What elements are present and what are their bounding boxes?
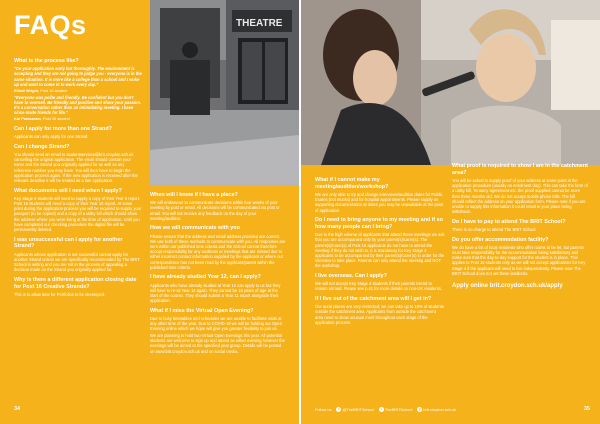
faq-question: What if I miss the Virtual Open Evening? (150, 307, 254, 314)
faq-answer: Applicants who have already studied at Year 12 can apply to us but they will have to re-sit Year 12 again. They cannot be 18 years of age at the start of the course. They should submit a Year 11 report alongside their application. (150, 282, 281, 304)
faq-question: How we will communicate with you (150, 225, 240, 232)
faq-question: When will I know if I have a place? (150, 192, 238, 198)
faq-answer: Please ensure that the address and email address provided are correct. We use both of these methods to communicate with you. All responses are sent within our published time criteria and the School cannot therefore accept responsibility for any auditions or meetings that are missed due to either incorrect contact information supplied by the applicant or where our correspondence has not been read by the applicant/parent within the published time criteria. (150, 233, 286, 270)
faq-answer: Our aural places are very restricted; we can take up to 10% of students outside the catchment area. Applicants from outside the catchment area need to show unusual merit throughout each stage of the application process. (315, 304, 444, 325)
faq-answer: We are only able to try and change interviews/audition dates for Public Exams (not mocks) and for hospital appointments. Please supply us supporting documentation at dates you may be unavailable at the point of application. (315, 191, 444, 213)
faq-question: I have already studied Year 12, can I apply? (150, 274, 261, 281)
footer-text: TheBRITSchool (384, 407, 413, 412)
faq-answer: There is no charge to attend The BRIT School. (452, 226, 537, 232)
student-name: Kai Patasaram (14, 116, 41, 122)
left-column-2 (150, 192, 286, 354)
footer-social-item (315, 407, 331, 412)
student-role: , Post 16 student (38, 88, 68, 93)
student-role: , Post 16 student (40, 116, 71, 122)
faq-answer: We will endeavour to communicate decisions within four weeks of your meeting by post or email. All decisions will be communicated via post or email. You will not receive any feedback on the day of your meeting/audition. (150, 200, 280, 221)
quote-attribution (14, 116, 142, 121)
quote-attribution (14, 88, 142, 93)
faq-answer: We are planning to hold two Virtual Open Evenings this year. All potential students are welcome to sign up and attend as either evening however the evenings will be aimed at the specified year group. Details will be posted on www.brit.croydon.sch.uk and on social media. (150, 332, 285, 354)
footer-text: @TheBRITSchool (342, 407, 374, 412)
apply-online-link[interactable]: Apply online brit.croydon.sch.uk/apply (452, 282, 563, 289)
footer-text: Follow us (315, 407, 332, 412)
faq-question: Can I apply for more than one Strand? (14, 126, 112, 132)
faq-question: Do you offer accommodation facility? (452, 236, 549, 243)
right-column-1 (315, 177, 445, 325)
social-footer (315, 407, 456, 412)
footer-social-item[interactable] (336, 407, 373, 412)
student-quote: "Do your application early but thoroughly. The environment is accepting and they are not going to judge you - everyone is in the same situation. It is more like a college than a school and I woke up and want to come in to work every day." (14, 66, 142, 87)
footer-social-item[interactable] (379, 407, 412, 412)
footer-text: brit.croydon.sch.uk (423, 407, 456, 412)
faq-answer: We will not accept Key Stage 4 students if their parents intend to remain abroad. Please see p.41 for more details on non-UK residents. (315, 281, 442, 292)
theatre-entrance-photo (150, 0, 299, 185)
left-page (0, 0, 299, 424)
faq-question: If I live out of the catchment area will I get in? (315, 295, 432, 302)
social-icon: t (338, 407, 340, 411)
page-number-left: 34 (14, 406, 21, 412)
faq-question: I was unsuccessful can I apply for another Strand? (14, 236, 123, 250)
faq-answer: You will be asked to supply proof of your address at some point in the application procedure (usually on enrolment day). This can take the form of a utility bill, Tenancy agreement etc. the proof supplied cannot be more than three months old. We do not accept mobile phone bills. The bill should reflect the address on your application form. Please note if you are unable to supply this information it could result in your place being withdrawn. (452, 177, 588, 215)
faq-question: I live overseas. Can I apply? (315, 272, 387, 279)
faq-answer: Due to busy timetables and schedules we are unable to facilitate visits at any other time of the year. Due to COVID-19 we will be holding our Open Evening online which we hope will give you greater flexibility to join us. (150, 315, 282, 332)
faq-answer: Applicants can only apply for one Strand. (14, 134, 89, 140)
faq-question: Can I change Strand? (14, 143, 70, 150)
faq-question: What if I cannot make my meeting/audition/workshop? (315, 177, 389, 190)
right-page (301, 0, 600, 424)
social-icon: y (418, 407, 421, 411)
faq-answer: Key Stage 4 students will need to supply a copy of their Year 8 report. Post 16 students will need a copy of their Year 10 report. At some point during the application process you will be required to supply your passport (to be copied) and a copy of a utility bill which should show the address where you were living at the time of application. Until you have completed our checking procedure the digital file will be permanently deleted. (14, 195, 142, 232)
faq-answer: You should send an email to studentservices@brit.croydon.sch.uk cancelling the original application. The email should contain your name and the Strand you originally applied for as well as any reference number you may have. You will then have to begin the application process again. If the new application is received after the relevant deadline it will be treated as a late application. (14, 151, 138, 183)
makeup-artist-photo (301, 0, 600, 165)
student-name: Elliott Wright (14, 88, 39, 93)
faq-question: What is the process like? (14, 58, 79, 64)
faq-question: Why is there a different application closing date for Post 16 Creative Strands? (14, 276, 137, 290)
faq-answer: Applicants whose application is not successful cannot apply for another Strand unless we are specifically recommended by The BRIT School in writing and you are not in the process of appealing a decision made on the Strand you originally applied for. (14, 251, 140, 273)
page-title: FAQs (14, 10, 87, 40)
footer-social-item[interactable] (417, 407, 456, 412)
right-column-2 (452, 163, 588, 290)
left-column-1 (14, 58, 142, 297)
faq-question: Do I need to bring anyone to my meeting and if so how many people can I bring? (315, 217, 443, 230)
student-quote: "Everyone was polite and friendly. Be confident but you don't have to oversell. Be friendly and positive and show your passion. It's a conversation rather than an intimidating meeting. I have since made friends for life." (14, 94, 142, 116)
faq-answer: Due to the high volume of applicants that attend these meetings we ask that you are accompanied only by your parent(s)/carer(s). The parent(s)/carer(s) of Post 16 applicants do not have to attend the meeting if they do not wish to. It is mandatory for Key Stage 4 applicants to be accompanied by their parent(s)/carer(s) in order for the interview to take place. Parents can only attend the meeting and NOT the workshop. (315, 232, 445, 269)
faq-question: What proof is required to show I am in the catchment area? (452, 163, 588, 176)
theatre-sign-text: THEATRE (236, 18, 283, 29)
page-number-right: 35 (583, 406, 590, 412)
faq-question: What documents will I need when I apply? (14, 187, 122, 194)
faq-question: Do I have to pay to attend The BRIT School? (452, 218, 566, 225)
faq-answer: This is to allow time for Portfolios to be developed. (14, 291, 106, 297)
faq-answer: We do have a list of local residents who offer rooms to be let, but parents must take responsibility for the accommodation being satisfactory and make sure that the day-to-day support for the student is in place. This applies to Post 16 students only as we will not accept applications for Key Stage 4 if the applicant will need to live independently. Please note The BRIT School does not vet these landlords. (452, 244, 586, 276)
social-icon: i (380, 407, 382, 411)
